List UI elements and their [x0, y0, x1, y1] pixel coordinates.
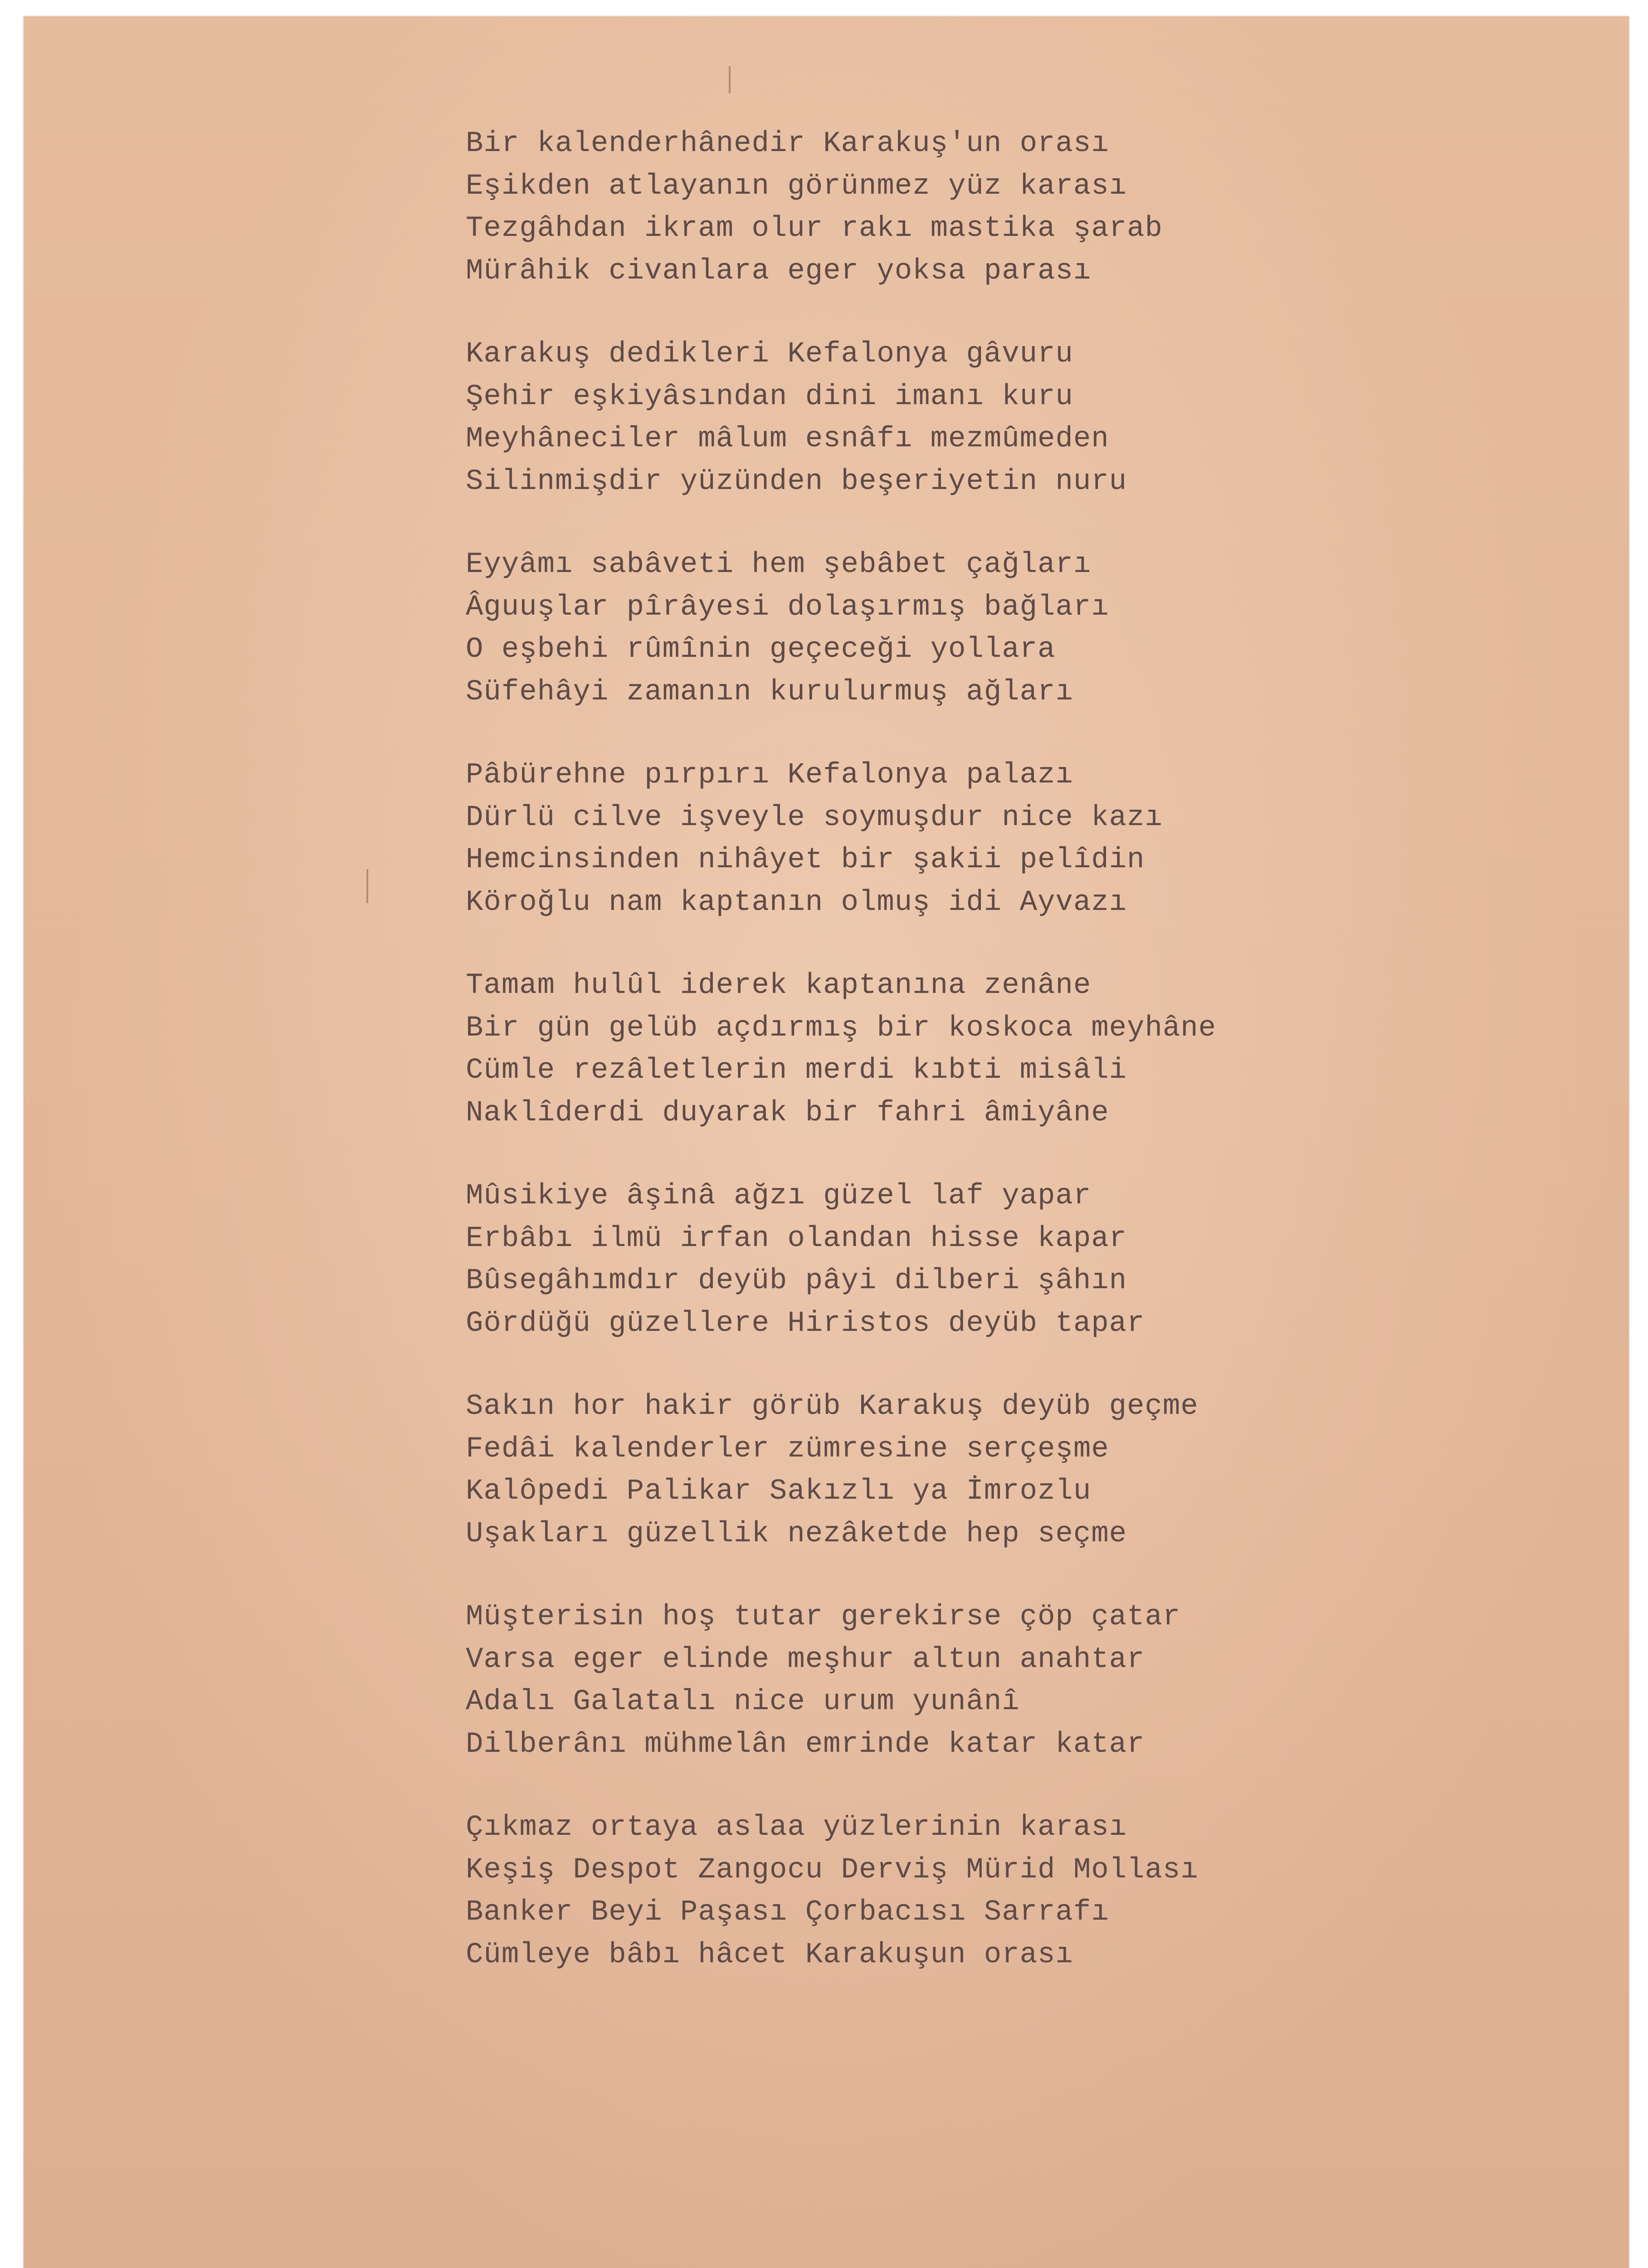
stanza	[466, 1807, 1509, 1976]
poem-line: Süfehâyi zamanın kurulurmuş ağları	[466, 675, 1073, 709]
stanza	[466, 544, 1509, 714]
poem-line: Bir gün gelüb açdırmış bir koskoca meyhâne	[466, 1012, 1217, 1045]
poem-line: Hemcinsinden nihâyet bir şakii pelîdin	[466, 844, 1145, 876]
poem-line: Naklîderdi duyarak bir fahri âmiyâne	[466, 1096, 1109, 1129]
poem-line: Gördüğü güzellere Hiristos deyüb tapar	[466, 1307, 1145, 1340]
poem-line: Tezgâhdan ikram olur rakı mastika şarab	[466, 212, 1163, 245]
poem-line: Dilberânı mühmelân emrinde katar katar	[466, 1728, 1145, 1761]
paper-sheet	[24, 16, 1629, 2268]
stanza	[466, 1596, 1509, 1766]
stanza	[466, 1386, 1509, 1555]
poem-line: Kalôpedi Palikar Sakızlı ya İmrozlu	[466, 1475, 1092, 1508]
stanza	[466, 965, 1509, 1134]
poem-line: Varsa eger elinde meşhur altun anahtar	[466, 1643, 1145, 1676]
poem-line: Çıkmaz ortaya aslaa yüzlerinin karası	[466, 1811, 1127, 1844]
ink-mark-top	[729, 66, 731, 93]
poem-line: Bûsegâhımdır deyüb pâyi dilberi şâhın	[466, 1265, 1127, 1297]
poem-line: Uşakları güzellik nezâketde hep seçme	[466, 1517, 1127, 1550]
stanza	[466, 754, 1509, 924]
poem-line: Pâbürehne pırpırı Kefalonya palazı	[466, 759, 1073, 792]
stanza	[466, 123, 1509, 293]
poem-line: Tamam hulûl iderek kaptanına zenâne	[466, 969, 1092, 1002]
poem-line: Dürlü cilve işveyle soymuşdur nice kazı	[466, 801, 1163, 834]
poem-line: Erbâbı ilmü irfan olandan hisse kapar	[466, 1222, 1127, 1255]
poem-line: Banker Beyi Paşası Çorbacısı Sarrafı	[466, 1896, 1109, 1929]
poem-line: Fedâi kalenderler zümresine serçeşme	[466, 1432, 1109, 1466]
poem-line: O eşbehi rûmînin geçeceği yollara	[466, 633, 1056, 666]
poem-line: Köroğlu nam kaptanın olmuş idi Ayvazı	[466, 886, 1127, 919]
poem-line: Eyyâmı sabâveti hem şebâbet çağları	[466, 548, 1092, 581]
poem-line: Âguuşlar pîrâyesi dolaşırmış bağları	[466, 591, 1109, 624]
poem-line: Bir kalenderhânedir Karakuş'un orası	[466, 127, 1109, 160]
poem-line: Keşiş Despot Zangocu Derviş Mürid Mollası	[466, 1853, 1199, 1887]
poem-line: Cümleye bâbı hâcet Karakuşun orası	[466, 1938, 1073, 1971]
poem-line: Sakın hor hakir görüb Karakuş deyüb geçme	[466, 1390, 1199, 1423]
poem-line: Eşikden atlayanın görünmez yüz karası	[466, 170, 1127, 203]
poem-line: Karakuş dedikleri Kefalonya gâvuru	[466, 338, 1073, 371]
poem-line: Adalı Galatalı nice urum yunânî	[466, 1686, 1020, 1718]
ink-mark-left	[366, 869, 368, 903]
poem-line: Mûsikiye âşinâ ağzı güzel laf yapar	[466, 1180, 1092, 1212]
poem-line: Silinmişdir yüzünden beşeriyetin nuru	[466, 465, 1127, 498]
poem	[466, 123, 1509, 2017]
stanza	[466, 333, 1509, 503]
poem-line: Cümle rezâletlerin merdi kıbti misâli	[466, 1054, 1127, 1087]
poem-line: Meyhâneciler mâlum esnâfı mezmûmeden	[466, 423, 1109, 455]
poem-line: Mürâhik civanlara eger yoksa parası	[466, 254, 1092, 288]
poem-line: Müşterisin hoş tutar gerekirse çöp çatar	[466, 1601, 1181, 1633]
poem-line: Şehir eşkiyâsından dini imanı kuru	[466, 380, 1073, 413]
stanza	[466, 1175, 1509, 1345]
